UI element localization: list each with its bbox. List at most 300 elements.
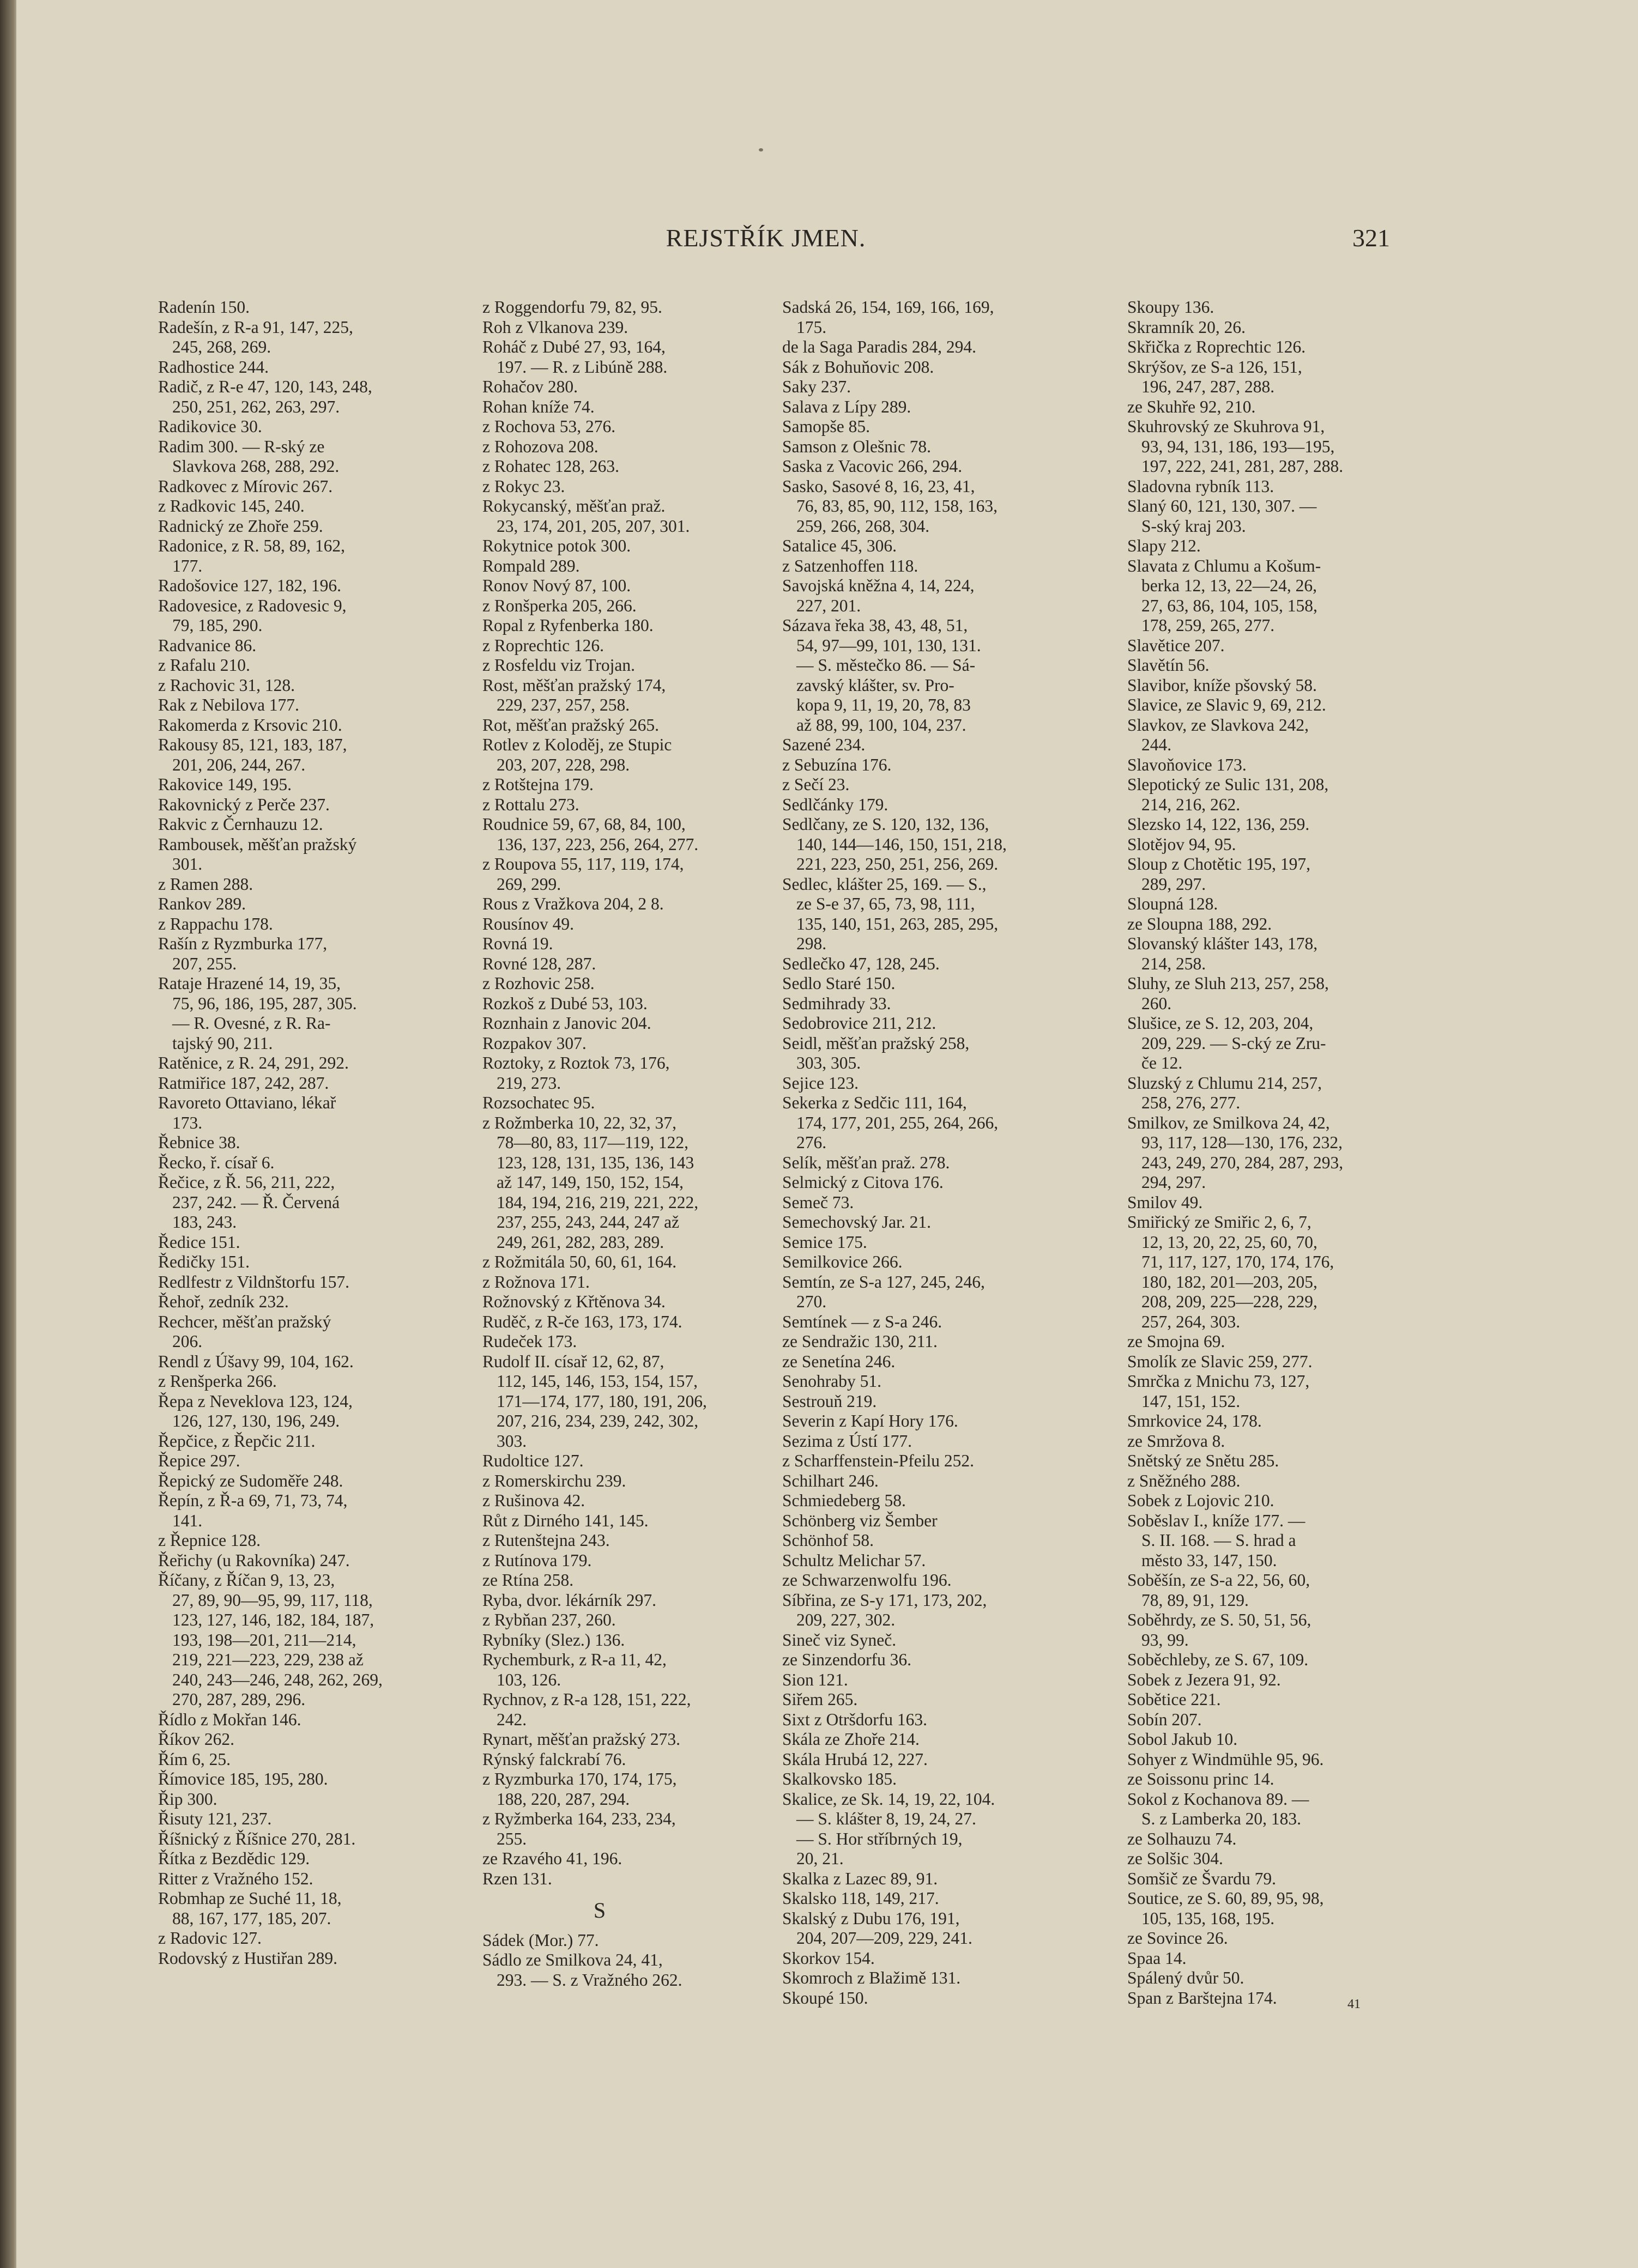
index-entry-continuation: 237, 255, 243, 244, 247 až bbox=[497, 1212, 680, 1232]
index-entry bbox=[158, 715, 431, 736]
index-entry bbox=[158, 1750, 431, 1770]
index-entry-line: z Rutínova 179. bbox=[482, 1550, 592, 1570]
index-entry bbox=[1127, 835, 1400, 855]
index-column-3 bbox=[782, 298, 1055, 2008]
index-entry bbox=[158, 676, 431, 696]
index-entry bbox=[158, 1551, 431, 1571]
index-entry bbox=[782, 1988, 1055, 2009]
index-entry bbox=[482, 576, 755, 596]
index-entry-line: Řepčice, z Řepčic 211. bbox=[158, 1431, 316, 1451]
index-entry bbox=[782, 1769, 1055, 1790]
index-entry-line: Skoupy 136. bbox=[1127, 298, 1214, 317]
index-entry bbox=[1127, 1849, 1400, 1869]
index-entry-line: Spálený dvůr 50. bbox=[1127, 1968, 1244, 1987]
index-entry-line: Schmiedeberg 58. bbox=[782, 1491, 906, 1510]
index-entry bbox=[782, 1372, 1055, 1392]
index-entry bbox=[482, 636, 755, 656]
index-entry-continuation: Slavkova 268, 288, 292. bbox=[172, 457, 340, 476]
index-entry bbox=[782, 755, 1055, 775]
index-entry-continuation: 93, 94, 131, 186, 193—195, bbox=[1141, 436, 1335, 456]
index-entry bbox=[482, 715, 755, 736]
index-entry-line: z Romerskirchu 239. bbox=[482, 1471, 626, 1490]
index-entry-line: ze Solšic 304. bbox=[1127, 1849, 1223, 1868]
index-entry-continuation: 249, 261, 282, 283, 289. bbox=[497, 1232, 664, 1252]
index-entry bbox=[1127, 1411, 1400, 1432]
index-entry bbox=[482, 1730, 755, 1750]
index-entry-continuation: ze S-e 37, 65, 73, 98, 111, bbox=[796, 894, 975, 913]
index-entry bbox=[482, 1352, 755, 1452]
index-entry-continuation: 221, 223, 250, 251, 256, 269. bbox=[796, 854, 999, 874]
index-entry bbox=[158, 1392, 431, 1432]
index-entry-line: Sedlec, klášter 25, 169. — S., bbox=[782, 874, 987, 894]
index-entry bbox=[158, 1133, 431, 1153]
index-entry bbox=[158, 298, 431, 318]
index-entry-line: Sák z Bohuňovic 208. bbox=[782, 357, 934, 377]
index-entry-continuation: 237, 242. — Ř. Červená bbox=[172, 1192, 340, 1212]
index-entry bbox=[782, 954, 1055, 974]
index-entry bbox=[158, 875, 431, 895]
index-entry-continuation: 303. bbox=[497, 1431, 527, 1451]
index-entry bbox=[1127, 477, 1400, 497]
index-entry bbox=[1127, 1769, 1400, 1790]
index-entry-line: z Rutenštejna 243. bbox=[482, 1531, 610, 1550]
index-entry-continuation: 219, 273. bbox=[497, 1073, 561, 1093]
index-entry-line: Rendl z Úšavy 99, 104, 162. bbox=[158, 1351, 354, 1371]
index-entry-line: z Rachovic 31, 128. bbox=[158, 675, 295, 695]
index-entry-line: Sedobrovice 211, 212. bbox=[782, 1014, 936, 1033]
index-entry bbox=[782, 1491, 1055, 1511]
index-entry-line: Skalka z Lazec 89, 91. bbox=[782, 1869, 938, 1888]
index-entry bbox=[782, 735, 1055, 755]
index-entry-line: Řehoř, zedník 232. bbox=[158, 1292, 289, 1311]
index-entry bbox=[782, 437, 1055, 457]
index-entry bbox=[782, 1968, 1055, 1988]
index-entry bbox=[1127, 1829, 1400, 1849]
index-entry bbox=[782, 1551, 1055, 1571]
index-entry-line: Ratmiřice 187, 242, 287. bbox=[158, 1073, 329, 1093]
index-entry-line: Řecko, ř. císař 6. bbox=[158, 1153, 275, 1172]
index-entry-line: Ruděč, z R-če 163, 173, 174. bbox=[482, 1312, 682, 1331]
index-entry-line: Skalice, ze Sk. 14, 19, 22, 104. bbox=[782, 1789, 995, 1809]
index-entry-line: ze Sendražic 130, 211. bbox=[782, 1332, 938, 1351]
index-entry bbox=[782, 1750, 1055, 1770]
index-entry-continuation: 209, 229. — S-cký ze Zru- bbox=[1141, 1033, 1326, 1053]
index-entry bbox=[1127, 755, 1400, 775]
index-entry-line: z Satzenhoffen 118. bbox=[782, 556, 918, 575]
index-entry-line: Satalice 45, 306. bbox=[782, 536, 897, 555]
index-entry bbox=[158, 1292, 431, 1312]
index-entry bbox=[158, 1471, 431, 1491]
index-entry-line: Sloupná 128. bbox=[1127, 894, 1218, 913]
index-entry bbox=[158, 357, 431, 378]
index-entry bbox=[158, 496, 431, 517]
index-entry bbox=[782, 1869, 1055, 1889]
index-entry bbox=[158, 1312, 431, 1352]
index-entry bbox=[782, 1411, 1055, 1432]
index-entry-line: Říkov 262. bbox=[158, 1730, 235, 1749]
index-entry-continuation: 289, 297. bbox=[1141, 874, 1206, 894]
index-entry-line: Saky 237. bbox=[782, 377, 851, 396]
index-entry-continuation: až 88, 99, 100, 104, 237. bbox=[796, 715, 966, 735]
index-entry-line: Slotějov 94, 95. bbox=[1127, 834, 1236, 854]
index-entry bbox=[158, 1710, 431, 1730]
index-entry bbox=[782, 377, 1055, 397]
index-entry-line: Rambousek, měšťan pražský bbox=[158, 834, 357, 854]
index-entry-line: Sezima z Ústí 177. bbox=[782, 1431, 912, 1451]
index-entry bbox=[782, 616, 1055, 735]
index-entry-continuation: 136, 137, 223, 256, 264, 277. bbox=[497, 834, 699, 854]
index-entry-line: Rudolf II. císař 12, 62, 87, bbox=[482, 1351, 664, 1371]
index-entry-line: Rokytnice potok 300. bbox=[482, 536, 631, 555]
index-entry-line: Smilkov, ze Smilkova 24, 42, bbox=[1127, 1113, 1330, 1132]
index-entry-line: Radič, z R-e 47, 120, 143, 248, bbox=[158, 377, 372, 396]
index-entry-line: Ratěnice, z R. 24, 291, 292. bbox=[158, 1053, 349, 1072]
index-entry-line: z Sebuzína 176. bbox=[782, 755, 892, 774]
index-entry-continuation: — S. městečko 86. — Sá- bbox=[796, 656, 976, 675]
index-entry-line: Schönberg viz Šember bbox=[782, 1511, 938, 1530]
index-entry-line: Sluhy, ze Sluh 213, 257, 258, bbox=[1127, 974, 1329, 993]
index-entry bbox=[1127, 1869, 1400, 1889]
index-entry-continuation: 197, 222, 241, 281, 287, 288. bbox=[1141, 457, 1344, 476]
index-entry-line: Řepín, z Ř-a 69, 71, 73, 74, bbox=[158, 1491, 348, 1510]
index-entry-line: Slapy 212. bbox=[1127, 536, 1201, 555]
page-title: REJSTŘÍK JMEN. bbox=[666, 224, 866, 252]
index-entry bbox=[782, 1909, 1055, 1949]
index-entry-line: Rychemburk, z R-a 11, 42, bbox=[482, 1650, 667, 1669]
index-entry bbox=[482, 795, 755, 815]
index-entry bbox=[782, 477, 1055, 537]
index-entry-continuation: 93, 99. bbox=[1141, 1630, 1189, 1650]
index-entry-continuation: 207, 255. bbox=[172, 954, 237, 973]
index-entry-continuation: 27, 89, 90—95, 99, 117, 118, bbox=[172, 1590, 373, 1610]
page-number: 321 bbox=[1352, 224, 1390, 252]
index-entry-line: Redlfestr z Vildnštorfu 157. bbox=[158, 1272, 349, 1291]
index-entry bbox=[782, 1471, 1055, 1491]
index-entry-continuation: 207, 216, 234, 239, 242, 302, bbox=[497, 1411, 699, 1430]
index-entry-line: Rechcer, měšťan pražský bbox=[158, 1312, 331, 1331]
index-entry bbox=[1127, 1432, 1400, 1452]
index-entry-line: Radešín, z R-a 91, 147, 225, bbox=[158, 317, 353, 337]
index-entry bbox=[482, 1931, 755, 1951]
index-entry-continuation: 177. bbox=[172, 556, 203, 575]
index-entry-line: Sixt z Otršdorfu 163. bbox=[782, 1709, 927, 1729]
index-entry-continuation: 23, 174, 201, 205, 207, 301. bbox=[497, 516, 690, 536]
index-entry-line: Sedlčany, ze S. 120, 132, 136, bbox=[782, 815, 989, 834]
index-entry bbox=[482, 397, 755, 417]
section-letter-heading: S bbox=[593, 1898, 606, 1923]
index-entry bbox=[782, 1451, 1055, 1471]
index-entry-continuation: 219, 221—223, 229, 238 až bbox=[172, 1650, 364, 1669]
index-entry-line: Slavice, ze Slavic 9, 69, 212. bbox=[1127, 695, 1326, 714]
index-entry bbox=[482, 894, 755, 914]
index-entry bbox=[782, 457, 1055, 477]
index-entry-line: ze Smojna 69. bbox=[1127, 1332, 1225, 1351]
index-entry-line: ze Sinzendorfu 36. bbox=[782, 1650, 912, 1669]
index-entry-line: Sedlečko 47, 128, 245. bbox=[782, 954, 940, 973]
index-entry-line: Soběšín, ze S-a 22, 56, 60, bbox=[1127, 1570, 1310, 1590]
index-entry-continuation: 294, 297. bbox=[1141, 1173, 1206, 1192]
index-entry-line: ze Solhauzu 74. bbox=[1127, 1829, 1237, 1848]
signature-mark: 41 bbox=[1347, 1997, 1361, 2011]
index-entry bbox=[1127, 894, 1400, 914]
index-entry-line: z Rušinova 42. bbox=[482, 1491, 585, 1510]
index-entry-continuation: 173. bbox=[172, 1113, 203, 1132]
index-entry-continuation: zavský klášter, sv. Pro- bbox=[796, 675, 954, 695]
index-entry bbox=[482, 676, 755, 715]
index-entry-line: z Radkovic 145, 240. bbox=[158, 496, 305, 516]
index-entry bbox=[1127, 1790, 1400, 1829]
index-entry bbox=[482, 377, 755, 397]
index-entry-line: Radim 300. — R-ský ze bbox=[158, 436, 325, 456]
index-entry bbox=[1127, 1193, 1400, 1213]
index-entry bbox=[782, 1352, 1055, 1372]
index-entry-continuation: 257, 264, 303. bbox=[1141, 1312, 1241, 1331]
index-entry-line: z Rožmberka 10, 22, 32, 37, bbox=[482, 1113, 677, 1132]
index-entry bbox=[482, 974, 755, 994]
index-entry-continuation: 201, 206, 244, 267. bbox=[172, 755, 306, 774]
index-entry-continuation: až 147, 149, 150, 152, 154, bbox=[497, 1173, 684, 1192]
index-entry-line: z Ryzmburka 170, 174, 175, bbox=[482, 1769, 677, 1788]
index-entry bbox=[1127, 1352, 1400, 1372]
index-entry-line: Span z Barštejna 174. bbox=[1127, 1988, 1277, 2008]
index-entry bbox=[482, 616, 755, 636]
index-entry-line: Selík, měšťan praž. 278. bbox=[782, 1153, 950, 1172]
index-entry bbox=[158, 894, 431, 914]
index-entry-line: Roznhain z Janovic 204. bbox=[482, 1014, 651, 1033]
index-entry-line: Ředičky 151. bbox=[158, 1252, 250, 1271]
index-entry bbox=[1127, 1650, 1400, 1670]
index-entry bbox=[158, 517, 431, 537]
index-entry bbox=[158, 636, 431, 656]
index-entry bbox=[482, 477, 755, 497]
index-entry bbox=[482, 914, 755, 935]
index-entry-line: Řepa z Neveklova 123, 124, bbox=[158, 1391, 353, 1411]
index-entry-line: Ritter z Vražného 152. bbox=[158, 1869, 313, 1888]
index-entry bbox=[482, 994, 755, 1014]
index-entry-line: Saska z Vacovic 266, 294. bbox=[782, 457, 963, 476]
index-entry-continuation: 270, 287, 289, 296. bbox=[172, 1690, 306, 1709]
index-entry-line: Selmický z Citova 176. bbox=[782, 1173, 944, 1192]
index-entry-continuation: 193, 198—201, 211—214, bbox=[172, 1630, 356, 1650]
index-entry bbox=[482, 1750, 755, 1770]
index-entry bbox=[782, 1710, 1055, 1730]
index-entry-continuation: 12, 13, 20, 22, 25, 60, 70, bbox=[1141, 1232, 1317, 1252]
index-entry-line: Seidl, měšťan pražský 258, bbox=[782, 1033, 970, 1053]
index-entry bbox=[1127, 934, 1400, 974]
index-entry-continuation: 259, 266, 268, 304. bbox=[796, 516, 930, 536]
index-entry bbox=[782, 1531, 1055, 1551]
index-entry bbox=[1127, 1690, 1400, 1710]
index-entry-continuation: — S. Hor stříbrných 19, bbox=[796, 1829, 963, 1848]
index-entry-line: Rakomerda z Krsovic 210. bbox=[158, 715, 342, 735]
index-entry-line: Sobín 207. bbox=[1127, 1709, 1202, 1729]
index-entry bbox=[482, 536, 755, 556]
index-entry-line: Skřička z Roprechtic 126. bbox=[1127, 337, 1306, 356]
index-entry bbox=[158, 695, 431, 715]
index-entry bbox=[782, 1690, 1055, 1710]
index-entry bbox=[158, 1849, 431, 1869]
index-entry-continuation: 184, 194, 216, 219, 221, 222, bbox=[497, 1192, 699, 1212]
index-entry-continuation: 270. bbox=[796, 1292, 827, 1311]
index-entry bbox=[782, 1392, 1055, 1412]
index-entry-line: Rohan kníže 74. bbox=[482, 397, 595, 416]
index-entry bbox=[158, 795, 431, 815]
index-entry bbox=[158, 1570, 431, 1710]
index-entry-line: Sejice 123. bbox=[782, 1073, 859, 1093]
index-entry bbox=[482, 1869, 755, 1889]
index-entry-line: z Rochova 53, 276. bbox=[482, 417, 616, 436]
index-entry bbox=[158, 1451, 431, 1471]
index-entry-line: Řídlo z Mokřan 146. bbox=[158, 1709, 301, 1729]
index-entry-line: Sazené 234. bbox=[782, 735, 866, 754]
index-entry-line: Římovice 185, 195, 280. bbox=[158, 1769, 328, 1788]
index-entry-line: Rankov 289. bbox=[158, 894, 246, 913]
index-entry-line: Sokol z Kochanova 89. — bbox=[1127, 1789, 1309, 1809]
index-entry-line: Řepický ze Sudoměře 248. bbox=[158, 1471, 343, 1490]
index-entry bbox=[482, 1471, 755, 1491]
index-entry-line: Severin z Kapí Hory 176. bbox=[782, 1411, 958, 1430]
index-entry bbox=[1127, 417, 1400, 477]
index-entry bbox=[1127, 1491, 1400, 1511]
index-entry-line: Slavkov, ze Slavkova 242, bbox=[1127, 715, 1309, 735]
index-entry bbox=[1127, 1471, 1400, 1491]
index-entry-continuation: S. z Lamberka 20, 183. bbox=[1141, 1809, 1302, 1828]
index-entry bbox=[482, 596, 755, 616]
index-entry-continuation: 147, 151, 152. bbox=[1141, 1391, 1241, 1411]
index-entry-line: Rožnovský z Křtěnova 34. bbox=[482, 1292, 666, 1311]
index-entry bbox=[782, 1153, 1055, 1173]
index-entry bbox=[782, 974, 1055, 994]
index-entry-line: Sádek (Mor.) 77. bbox=[482, 1930, 599, 1950]
index-entry-continuation: 93, 117, 128—130, 176, 232, bbox=[1141, 1133, 1343, 1152]
index-column-2 bbox=[482, 298, 755, 1990]
index-entry-continuation: 123, 128, 131, 135, 136, 143 bbox=[497, 1153, 694, 1172]
index-entry bbox=[158, 1153, 431, 1173]
index-entry bbox=[1127, 536, 1400, 556]
index-entry-line: Skrýšov, ze S-a 126, 151, bbox=[1127, 357, 1302, 377]
index-entry bbox=[482, 1849, 755, 1869]
index-entry-line: Řisuty 121, 237. bbox=[158, 1809, 272, 1828]
index-entry bbox=[482, 457, 755, 477]
index-entry-line: Rous z Vražkova 204, 2 8. bbox=[482, 894, 664, 913]
index-entry-continuation: S-ský kraj 203. bbox=[1141, 516, 1246, 536]
index-entry-line: Radhostice 244. bbox=[158, 357, 269, 377]
index-entry bbox=[482, 1809, 755, 1849]
index-entry-line: z Rohatec 128, 263. bbox=[482, 457, 620, 476]
index-entry bbox=[482, 1272, 755, 1293]
index-entry bbox=[782, 397, 1055, 417]
index-entry-line: Rovná 19. bbox=[482, 934, 553, 953]
index-entry bbox=[482, 1511, 755, 1531]
index-entry-line: Řip 300. bbox=[158, 1789, 217, 1809]
index-entry-line: Ředice 151. bbox=[158, 1232, 240, 1252]
index-entry-line: z Sněžného 288. bbox=[1127, 1471, 1241, 1490]
index-entry bbox=[158, 835, 431, 875]
index-entry-continuation: 54, 97—99, 101, 130, 131. bbox=[796, 635, 981, 655]
index-entry bbox=[482, 656, 755, 676]
index-entry-line: z Radovic 127. bbox=[158, 1929, 262, 1948]
index-entry bbox=[482, 1950, 755, 1990]
index-entry-line: Růt z Dirného 141, 145. bbox=[482, 1511, 649, 1530]
index-entry-line: Rodovský z Hustiřan 289. bbox=[158, 1948, 337, 1968]
index-entry bbox=[158, 1869, 431, 1889]
index-entry bbox=[482, 1252, 755, 1272]
index-entry-line: ze Skuhře 92, 210. bbox=[1127, 397, 1256, 416]
index-entry bbox=[482, 437, 755, 457]
index-entry bbox=[1127, 695, 1400, 715]
index-entry-continuation: 298. bbox=[796, 934, 827, 953]
index-entry-line: z Ramen 288. bbox=[158, 874, 253, 894]
index-entry bbox=[482, 556, 755, 577]
index-entry bbox=[782, 1630, 1055, 1651]
index-entry-line: Skorkov 154. bbox=[782, 1948, 875, 1968]
index-entry-line: Rudoltice 127. bbox=[482, 1451, 584, 1470]
index-entry bbox=[782, 1570, 1055, 1591]
index-entry bbox=[1127, 1332, 1400, 1352]
index-entry bbox=[158, 477, 431, 497]
index-entry-line: ze Sloupna 188, 292. bbox=[1127, 914, 1272, 933]
index-entry-line: Rokycanský, měšťan praž. bbox=[482, 496, 666, 516]
index-entry-continuation: 174, 177, 201, 255, 264, 266, bbox=[796, 1113, 999, 1132]
index-entry bbox=[482, 318, 755, 338]
index-entry-line: Skála Hrubá 12, 227. bbox=[782, 1749, 928, 1769]
index-entry bbox=[782, 298, 1055, 337]
index-entry bbox=[1127, 298, 1400, 318]
index-entry-continuation: 244. bbox=[1141, 735, 1172, 754]
index-entry bbox=[158, 1252, 431, 1272]
index-entry bbox=[158, 1093, 431, 1133]
index-entry bbox=[1127, 1968, 1400, 1988]
index-entry-line: z Renšperka 266. bbox=[158, 1372, 277, 1391]
index-entry-line: ze Soissonu princ 14. bbox=[1127, 1769, 1274, 1788]
index-entry-line: Rousínov 49. bbox=[482, 914, 575, 933]
index-entry-line: z Rozhovic 258. bbox=[482, 974, 595, 993]
index-entry-line: de la Saga Paradis 284, 294. bbox=[782, 337, 977, 356]
index-entry-continuation: 126, 127, 130, 196, 249. bbox=[172, 1411, 340, 1430]
index-entry bbox=[482, 1113, 755, 1253]
index-entry bbox=[1127, 636, 1400, 656]
index-entry bbox=[782, 795, 1055, 815]
index-entry-line: ze Smržova 8. bbox=[1127, 1431, 1225, 1451]
index-entry-line: Rynart, měšťan pražský 273. bbox=[482, 1730, 680, 1749]
index-entry-line: Siřem 265. bbox=[782, 1690, 858, 1709]
index-entry-continuation: 123, 127, 146, 182, 184, 187, bbox=[172, 1610, 374, 1629]
index-entry-line: Rakovice 149, 195. bbox=[158, 775, 292, 794]
index-entry-line: Rakousy 85, 121, 183, 187, bbox=[158, 735, 347, 754]
index-entry-continuation: če 12. bbox=[1141, 1053, 1183, 1072]
index-entry bbox=[782, 1212, 1055, 1233]
index-entry-line: Smolík ze Slavic 259, 277. bbox=[1127, 1351, 1313, 1371]
index-entry bbox=[482, 1551, 755, 1571]
index-entry-line: Rakvic z Černhauzu 12. bbox=[158, 815, 323, 834]
index-entry bbox=[482, 1650, 755, 1690]
index-entry-line: Sestrouň 219. bbox=[782, 1391, 877, 1411]
index-entry bbox=[158, 1730, 431, 1750]
index-entry bbox=[782, 1432, 1055, 1452]
index-entry-continuation: 214, 258. bbox=[1141, 954, 1206, 973]
index-entry-continuation: 71, 117, 127, 170, 174, 176, bbox=[1141, 1252, 1334, 1271]
index-entry-line: Rybníky (Slez.) 136. bbox=[482, 1630, 625, 1650]
index-entry-line: ze Senetína 246. bbox=[782, 1351, 896, 1371]
index-entry-line: Sekerka z Sedčic 111, 164, bbox=[782, 1093, 967, 1112]
index-entry-line: Radkovec z Mírovic 267. bbox=[158, 476, 333, 496]
index-entry-line: Soběslav I., kníže 177. — bbox=[1127, 1511, 1305, 1530]
index-entry-line: Rychnov, z R-a 128, 151, 222, bbox=[482, 1690, 691, 1709]
index-entry bbox=[482, 417, 755, 437]
index-entry-continuation: 243, 249, 270, 284, 287, 293, bbox=[1141, 1153, 1344, 1172]
index-entry bbox=[158, 1173, 431, 1233]
index-entry bbox=[158, 1809, 431, 1829]
